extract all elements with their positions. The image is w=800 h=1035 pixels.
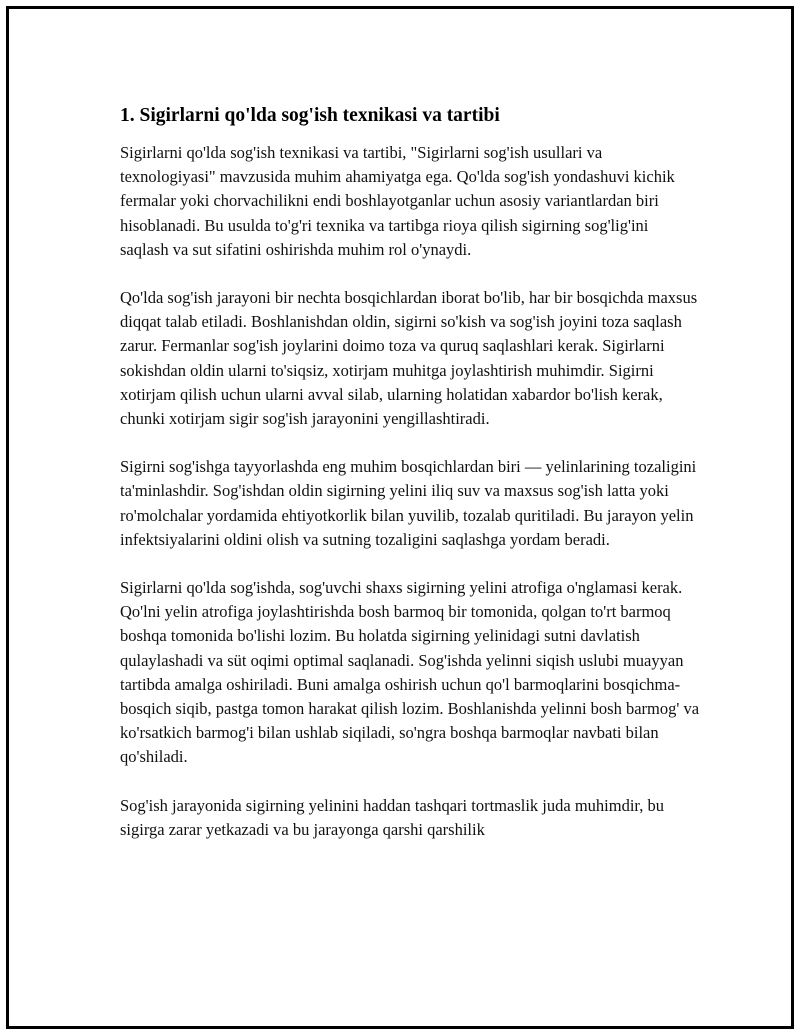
- document-body: [120, 103, 700, 866]
- paragraph-2: Qo'lda sog'ish jarayoni bir nechta bosqichlardan iborat bo'lib, har bir bosqichda maxsus diqqat talab etiladi. Boshlanishdan oldin, sigirni so'kish va sog'ish joyini toza saqlash zarur. Fermanlar sog'ish joylarini doimo toza va quruq saqlashlari kerak. Sigirlarni sokishdan oldin ularni to'siqsiz, xotirjam muhitga joylashtirish muhimdir. Sigirni xotirjam qilish uchun ularni avval silab, ularning holatidan xabardor bo'lish kerak, chunki xotirjam sigir sog'ish jarayonini yengillashtiradi.: [120, 288, 698, 429]
- paragraph-5: Sog'ish jarayonida sigirning yelinini haddan tashqari tortmaslik juda muhimdir, bu sigirga zarar yetkazadi va bu jarayonga qarshi qarshilik: [120, 795, 664, 839]
- section-heading: 1. Sigirlarni qo'lda sog'ish texnikasi va tartibi: [120, 105, 500, 126]
- paragraph-1: Sigirlarni qo'lda sog'ish texnikasi va tartibi, "Sigirlarni sog'ish usullari va texnologiyasi" mavzusida muhim ahamiyatga ega. Qo'lda sog'ish yondashuvi kichik fermalar yoki chorvachilikni endi boshlayotganlar uchun asosiy variantlardan biri hisoblanadi. Bu usulda to'g'ri texnika va tartibga rioya qilish sigirning sog'lig'ini saqlash va sut sifatini oshirishda muhim rol o'ynaydi.: [120, 143, 675, 259]
- paragraph-4: Sigirlarni qo'lda sog'ishda, sog'uvchi shaxs sigirning yelini atrofiga o'nglamasi kerak. Qo'lni yelin atrofiga joylashtirishda bosh barmoq bir tomonida, qolgan to'rt barmoq boshqa tomonida bo'lishi lozim. Bu holatda sigirning yelinidagi sutni davlatish qulaylashadi va süt oqimi optimal saqlanadi. Sog'ishda yelinni siqish uslubi muayyan tartibda amalga oshiriladi. Buni amalga oshirish uchun qo'l barmoqlarini bosqichma-bosqich siqib, pastga tomon harakat qilish lozim. Boshlanishda yelinni bosh barmog' va ko'rsatkich barmog'i bilan ushlab siqiladi, so'ngra boshqa barmoqlar navbati bilan qo'shiladi.: [120, 578, 700, 767]
- paragraph-3: Sigirni sog'ishga tayyorlashda eng muhim bosqichlardan biri — yelinlarining tozaligini ta'minlashdir. Sog'ishdan oldin sigirning yelini iliq suv va maxsus sog'ish latta yoki ro'molchalar yordamida ehtiyotkorlik bilan yuvilib, tozalab quritiladi. Bu jarayon yelin infektsiyalarini oldini olish va sutning tozaligini saqlashga yordam beradi.: [120, 457, 697, 549]
- page-frame: [6, 6, 794, 1029]
